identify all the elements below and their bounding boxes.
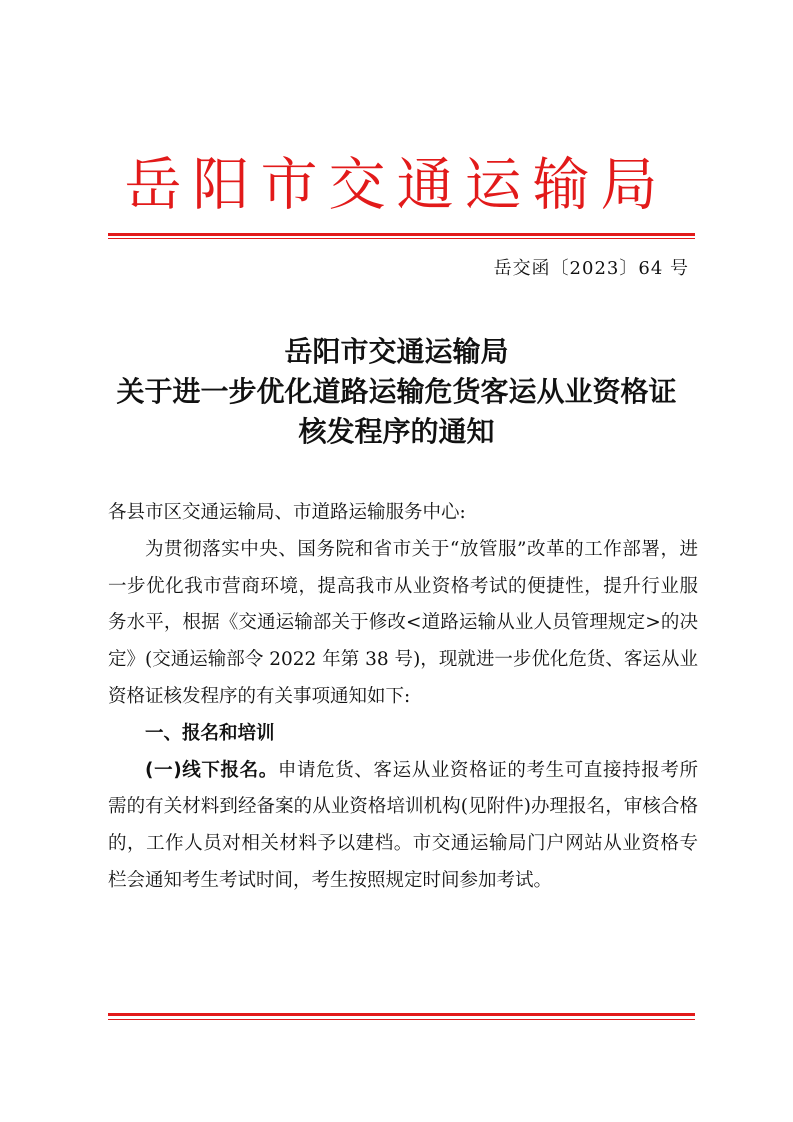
item-text-offline-registration: 申请危货、客运从业资格证的考生可直接持报考所需的有关材料到经备案的从业资格培训机构(见附件)办理报名，审核合格的，工作人员对相关材料予以建档。市交通运输局门户网站从业资格专栏会通知考生考试时间，考生按照规定时间参加考试。 xyxy=(108,759,698,891)
document-body xyxy=(108,495,698,900)
item-label-offline-registration: (一)线下报名。 xyxy=(145,759,278,781)
document-number: 岳交函〔2023〕64 号 xyxy=(493,258,689,279)
salutation: 各县市区交通运输局、市道路运输服务中心: xyxy=(108,502,466,523)
document-title-line-1: 岳阳市交通运输局 xyxy=(284,335,509,368)
letterhead-org-name: 岳阳市交通运输局 xyxy=(124,152,669,218)
footer-divider-thick xyxy=(108,1013,695,1016)
letterhead-divider-thick xyxy=(108,233,695,236)
letterhead-divider-thin xyxy=(108,238,695,239)
paragraph-intro: 为贯彻落实中央、国务院和省市关于“放管服”改革的工作部署，进一步优化我市营商环境，提高我市从业资格考试的便捷性，提升行业服务水平，根据《交通运输部关于修改<道路运输从业人员管理规定>的决定》(交通运输部令 2022 年第 38 号)，现就进一步优化危货、客运从业资格证核发程序的有关事项通知如下: xyxy=(108,538,698,707)
paragraph-offline-registration xyxy=(108,753,698,900)
document-title-line-3: 核发程序的通知 xyxy=(298,415,495,448)
document-title-line-2: 关于进一步优化道路运输危货客运从业资格证 xyxy=(116,375,677,408)
section-heading-registration: 一、报名和培训 xyxy=(145,722,275,744)
footer-divider-thin xyxy=(108,1019,695,1020)
